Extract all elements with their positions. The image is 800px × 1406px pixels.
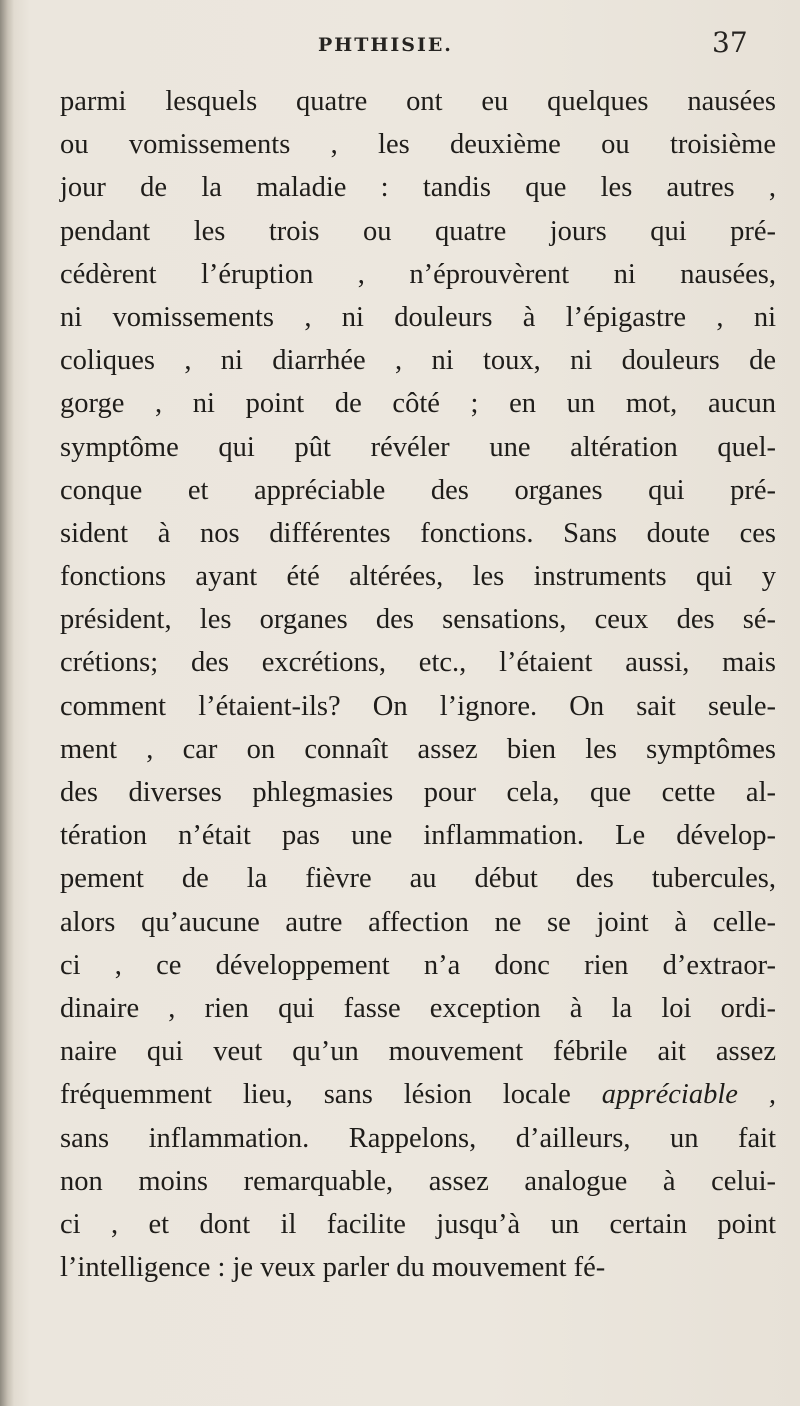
text-line: pendant les trois ou quatre jours qui pré- <box>60 215 776 247</box>
text-line: coliques , ni diarrhée , ni toux, ni douleurs de <box>60 345 776 377</box>
text-line: ment , car on connaît assez bien les symptômes <box>60 733 776 765</box>
text-line: non moins remarquable, assez analogue à celui- <box>60 1165 776 1197</box>
page-gutter-shadow <box>0 0 14 1406</box>
running-head <box>0 18 800 78</box>
text-line: sans inflammation. Rappelons, d’ailleurs, un fait <box>60 1122 776 1154</box>
text-line: alors qu’aucune autre affection ne se joint à celle- <box>60 906 776 938</box>
text-line: l’intelligence : je veux parler du mouvement fé- <box>60 1252 606 1284</box>
running-head-title: PHTHISIE. <box>318 34 453 56</box>
text-line: comment l’étaient-ils? On l’ignore. On sait seule- <box>60 690 776 722</box>
text-line: naire qui veut qu’un mouvement fébrile ait assez <box>60 1036 776 1068</box>
text-line: gorge , ni point de côté ; en un mot, aucun <box>60 388 776 420</box>
text-line-with-italic <box>60 1073 776 1116</box>
text-line: symptôme qui pût révéler une altération quel- <box>60 431 776 463</box>
italic-word: appréciable , <box>601 1079 776 1111</box>
text-line: pement de la fièvre au début des tubercules, <box>60 863 776 895</box>
text-line: ou vomissements , les deuxième ou troisième <box>60 129 776 161</box>
text-line: conque et appréciable des organes qui pré- <box>60 474 776 506</box>
text-line: ni vomissements , ni douleurs à l’épigastre , ni <box>60 301 776 333</box>
text-line: président, les organes des sensations, ceux des sé- <box>60 604 776 636</box>
text-line: crétions; des excrétions, etc., l’étaient aussi, mais <box>60 647 776 679</box>
page-number: 37 <box>712 26 748 59</box>
text-line: tération n’était pas une inflammation. Le dévelop- <box>60 820 776 852</box>
text-line: jour de la maladie : tandis que les autres , <box>60 172 776 204</box>
text-line: des diverses phlegmasies pour cela, que cette al- <box>60 777 776 808</box>
text-line: sident à nos différentes fonctions. Sans doute ces <box>60 517 776 549</box>
text-line: dinaire , rien qui fasse exception à la loi ordi- <box>60 992 776 1024</box>
body-text <box>60 80 776 1289</box>
text-line: fonctions ayant été altérées, les instruments qui y <box>60 561 776 593</box>
text-line: ci , et dont il facilite jusqu’à un certain point <box>60 1208 776 1240</box>
text-line: parmi lesquels quatre ont eu quelques nausées <box>60 86 776 117</box>
text-line: cédèrent l’éruption , n’éprouvèrent ni nausées, <box>60 258 776 290</box>
text-line-roman-part: fréquemment lieu, sans lésion locale <box>60 1079 602 1111</box>
text-line: ci , ce développement n’a donc rien d’extraor- <box>60 949 776 981</box>
